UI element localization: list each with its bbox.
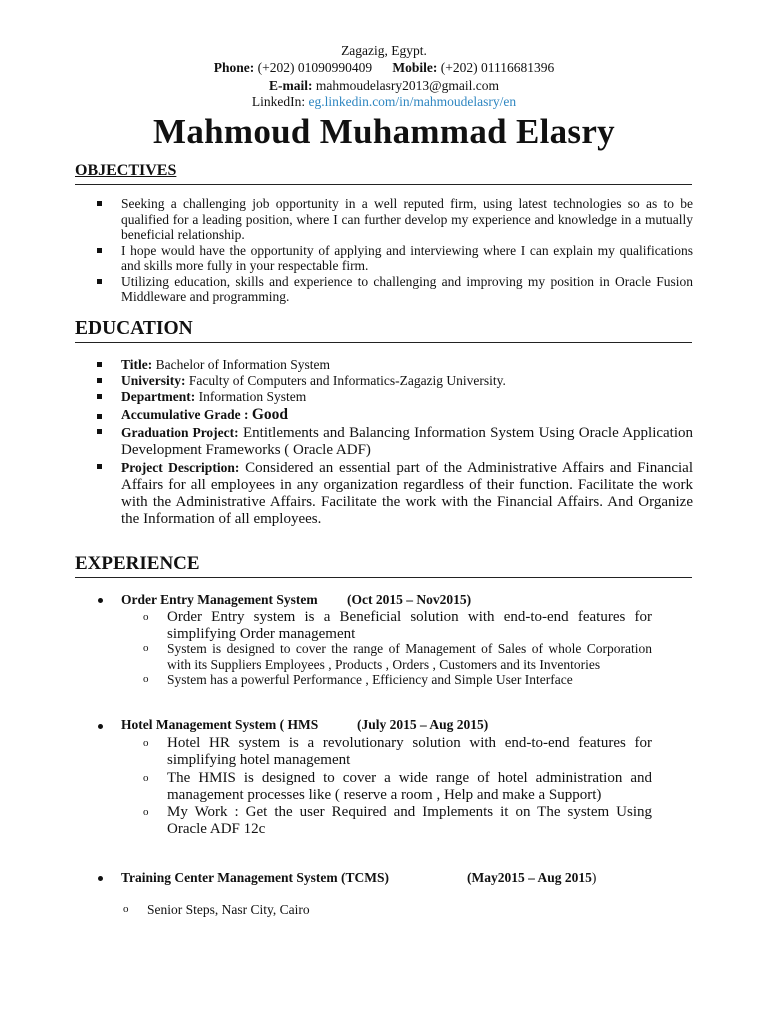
education-grade: Accumulative Grade : Good <box>75 407 693 423</box>
education-project: Graduation Project: Entitlements and Balancing Information System Using Oracle Application Development Frameworks ( Oracle ADF) <box>75 424 693 459</box>
linkedin-line <box>0 94 768 110</box>
education-department: Department: Information System <box>75 389 693 405</box>
detail-item: o System has a powerful Performance , Efficiency and Simple User Interface <box>143 672 573 687</box>
email-label: E-mail: <box>269 78 313 93</box>
square-bullet-icon <box>97 464 102 469</box>
phone-line <box>0 60 768 76</box>
square-bullet-icon <box>97 429 102 434</box>
linkedin-label: LinkedIn: <box>251 94 306 109</box>
square-bullet-icon <box>97 394 102 399</box>
square-bullet-icon <box>97 201 102 206</box>
circle-bullet-icon: o <box>143 772 149 784</box>
location: Zagazig, Egypt. <box>341 43 427 58</box>
detail-item: o System is designed to cover the range of Management of Sales of whole Corporation with its Suppliers Employees , Products , Orders , Customers and its Inventories <box>143 641 652 672</box>
project-dates: (Oct 2015 – Nov2015) <box>347 592 472 607</box>
round-bullet-icon <box>98 724 103 729</box>
round-bullet-icon <box>98 598 103 603</box>
circle-bullet-icon: o <box>143 806 149 818</box>
education-title: Title: Bachelor of Information System <box>75 357 693 373</box>
objective-item: Utilizing education, skills and experience to challenging and improving my position in Oracle Fusion Middleware and programming. <box>75 274 693 305</box>
square-bullet-icon <box>97 279 102 284</box>
circle-bullet-icon: o <box>143 737 149 749</box>
project-dates: (July 2015 – Aug 2015) <box>357 717 489 732</box>
project-dates: (May2015 – Aug 2015) <box>467 870 597 885</box>
education-heading: EDUCATION <box>75 318 692 343</box>
email-line <box>0 78 768 94</box>
square-bullet-icon <box>97 248 102 253</box>
project-details <box>141 735 652 838</box>
education-university: University: Faculty of Computers and Informatics-Zagazig University. <box>75 373 693 389</box>
detail-item: o Hotel HR system is a revolutionary solution with end-to-end features for simplifying hotel management <box>143 735 652 768</box>
circle-bullet-icon: o <box>143 611 149 623</box>
square-bullet-icon <box>97 362 102 367</box>
detail-item: o Order Entry system is a Beneficial solution with end-to-end features for simplifying Order management <box>143 609 652 642</box>
project-title: Order Entry Management System <box>121 592 318 607</box>
mobile-label: Mobile: <box>392 60 438 75</box>
project-details <box>121 902 632 918</box>
education-description: Project Description: Considered an essential part of the Administrative Affairs and Financial Affairs for all employees in any organization regardless of their function. Facilitate the work with the Administrative Affairs. Facilitate the work with the Financial Affairs. And Organize the Information of all employees. <box>75 459 693 528</box>
mobile-value: (+202) 01116681396 <box>440 60 555 75</box>
round-bullet-icon <box>98 876 103 881</box>
phone-label: Phone: <box>213 60 255 75</box>
project-title: Hotel Management System ( HMS <box>121 717 319 732</box>
education-list <box>75 357 693 528</box>
objective-item: I hope would have the opportunity of applying and interviewing where I can explain my qualifications and skills more fully in your respectable firm. <box>75 243 693 274</box>
objective-item: Seeking a challenging job opportunity in a well reputed firm, using latest technologies so as to be qualified for a leading position, where I can further develop my experience and knowledge in a mutually beneficial relationship. <box>75 196 693 243</box>
detail-item: o My Work : Get the user Required and Implements it on The system Using Oracle ADF 12c <box>143 804 652 837</box>
project-details <box>141 641 652 688</box>
objectives-list <box>75 196 693 305</box>
circle-bullet-icon: o <box>143 642 149 654</box>
detail-item: o The HMIS is designed to cover a wide range of hotel administration and management processes like ( reserve a room , Help and make a Support) <box>143 770 652 803</box>
circle-bullet-icon: o <box>143 673 149 685</box>
circle-bullet-icon: o <box>123 903 129 915</box>
detail-item: o Senior Steps, Nasr City, Cairo <box>123 902 310 917</box>
email-value: mahmoudelasry2013@gmail.com <box>315 78 499 93</box>
square-bullet-icon <box>97 414 102 419</box>
linkedin-link[interactable]: eg.linkedin.com/in/mahmoudelasry/en <box>308 94 517 109</box>
candidate-name: Mahmoud Muhammad Elasry <box>153 112 615 151</box>
project-details <box>141 609 652 643</box>
project-title: Training Center Management System (TCMS) <box>121 870 389 885</box>
objectives-heading: OBJECTIVES <box>75 162 692 185</box>
experience-heading: EXPERIENCE <box>75 553 692 578</box>
square-bullet-icon <box>97 378 102 383</box>
phone-value: (+202) 01090990409 <box>257 60 373 75</box>
